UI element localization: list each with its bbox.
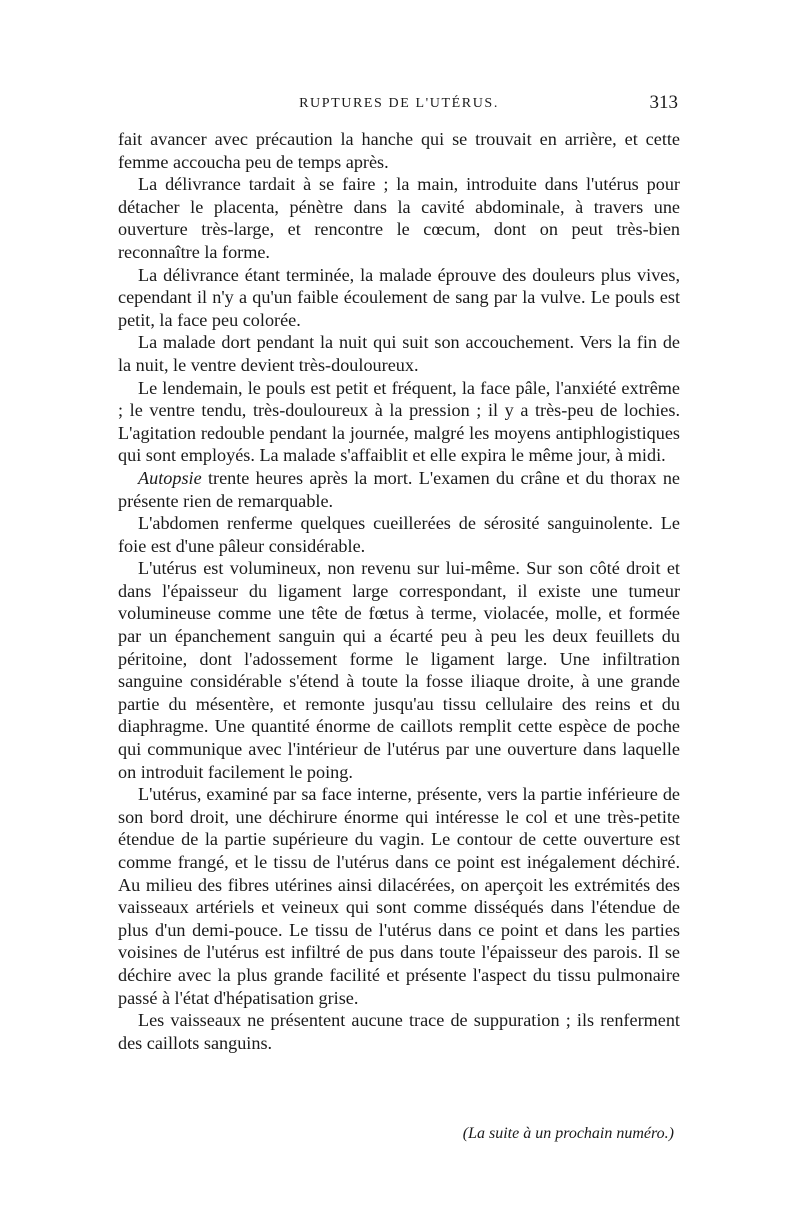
paragraph [118,1009,680,1054]
running-head [118,92,680,118]
paragraph-text: L'abdomen renferme quelques cueillerées de sérosité sanguinolente. Le foie est d'une pâleur considérable. [118,513,680,556]
paragraph-text: La délivrance tardait à se faire ; la main, introduite dans l'utérus pour détacher le placenta, pénètre dans la cavité abdominale, à travers une ouverture très-large, et rencontre le cœcum, dont on peut très-bien reconnaître la forme. [118,174,680,262]
continuation-note: (La suite à un prochain numéro.) [462,1125,674,1142]
paragraph [118,377,680,467]
paragraph-text: L'utérus est volumineux, non revenu sur lui-même. Sur son côté droit et dans l'épaisseur du ligament large correspondant, il existe une tumeur volumineuse comme une tête de fœtus à terme, violacée, molle, et formée par un épanchement sanguin qui a écarté peu à peu les deux feuillets du péritoine, dont l'adossement forme le ligament large. Une infiltration sanguine considérable s'étend à toute la fosse iliaque droite, à une grande partie du mésentère, et remonte jusqu'au tissu cellulaire des reins et du diaphragme. Une quantité énorme de caillots remplit cette espèce de poche qui communique avec l'intérieur de l'utérus par une ouverture dans laquelle on introduit facilement le poing. [118,558,680,782]
paragraph-lead: Autopsie [138,467,202,488]
paragraph-text: La malade dort pendant la nuit qui suit son accouchement. Vers la fin de la nuit, le ventre devient très-douloureux. [118,332,680,375]
page-number: 313 [649,92,678,113]
paragraph [118,331,680,376]
paragraph-text: Le lendemain, le pouls est petit et fréquent, la face pâle, l'anxiété extrême ; le ventre tendu, très-douloureux à la pression ; il y a très-peu de lochies. L'agitation redouble pendant la journée, malgré les moyens antiphlogistiques qui sont employés. La malade s'affaiblit et elle expira le même jour, à midi. [118,377,680,466]
paragraph [118,557,680,783]
paragraph [118,783,680,1009]
body-text [118,128,680,1054]
paragraph [118,264,680,332]
paragraph-text: L'utérus, examiné par sa face interne, présente, vers la partie inférieure de son bord droit, une déchirure énorme qui intéresse le col et une très-petite étendue de la partie supérieure du vagin. Le contour de cette ouverture est comme frangé, et le tissu de l'utérus dans ce point est inégalement déchiré. Au milieu des fibres utérines ainsi dilacérées, on aperçoit les extrémités des vaisseaux artériels et veineux qui sont comme disséqués dans l'étendue de plus d'un demi-pouce. Le tissu de l'utérus dans ce point et dans les parties voisines de l'utérus est infiltré de pus dans toute l'épaisseur des parois. Il se déchire avec la plus grande facilité et présente l'aspect du tissu pulmonaire passé à l'état d'hépatisation grise. [118,784,680,1008]
paragraph-text: trente heures après la mort. L'examen du crâne et du thorax ne présente rien de remarquable. [118,467,680,511]
paragraph [118,512,680,557]
paragraph-text: fait avancer avec précaution la hanche qui se trouvait en arrière, et cette femme accoucha peu de temps après. [118,129,680,172]
paragraph-text: La délivrance étant terminée, la malade éprouve des douleurs plus vives, cependant il n'y a qu'un faible écoulement de sang par la vulve. Le pouls est petit, la face peu colorée. [118,264,680,330]
paragraph [118,128,680,173]
paragraph [118,173,680,263]
running-title: RUPTURES DE L'UTÉRUS. [299,96,499,111]
paragraph [118,467,680,512]
paragraph-text: Les vaisseaux ne présentent aucune trace de suppuration ; ils renferment des caillots sanguins. [118,1010,680,1053]
